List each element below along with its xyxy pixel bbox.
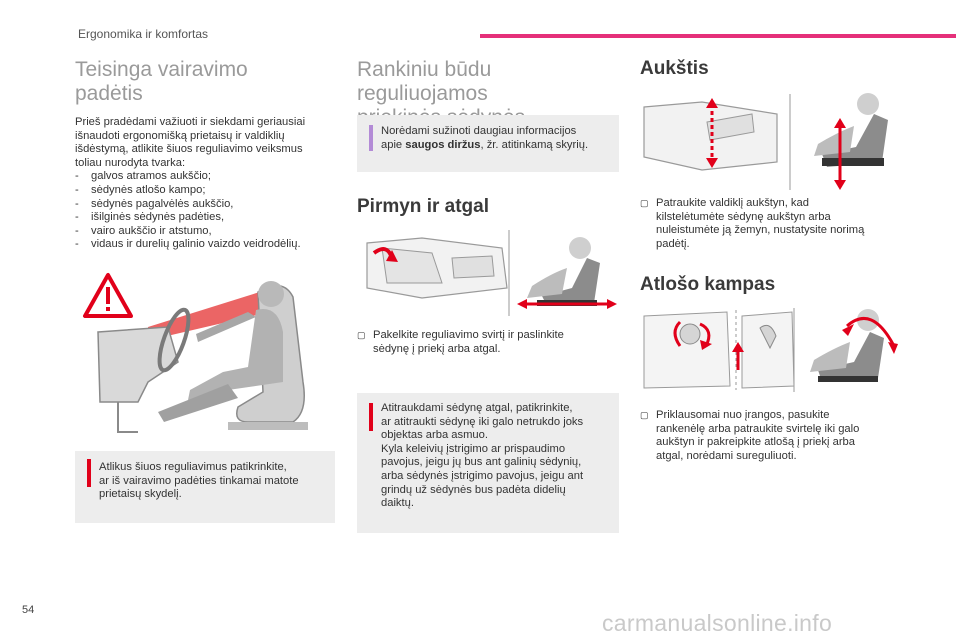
col3-backrest-instruction: [640, 409, 902, 463]
instruction-line: Pakelkite reguliavimo svirtį ir paslinkite: [373, 329, 564, 341]
warning-line: grindų už sėdynės bus padėta didelių: [381, 483, 566, 496]
page-number: 54: [22, 604, 35, 616]
header-accent-bar: [480, 34, 956, 38]
backrest-angle-illustration: [642, 306, 897, 394]
instruction-line: atgal, norėdami sureguliuoti.: [656, 449, 797, 462]
seat-height-illustration: [642, 92, 897, 192]
list-item: - išilginės sėdynės padėties,: [75, 211, 225, 224]
list-item: - sėdynės atlošo kampo;: [75, 183, 206, 196]
instruction-line: Patraukite valdiklį aukštyn, kad: [656, 197, 809, 209]
col2-info-box: [357, 115, 619, 172]
instruction-bullet-icon: ▢: [640, 198, 649, 208]
col2-instruction: [357, 329, 619, 356]
intro-line: išdėstymą, atlikite šiuos reguliavimo veiksmus: [75, 143, 303, 156]
section-height: Aukštis: [640, 58, 709, 79]
info-mark: [369, 125, 373, 151]
intro-line: toliau nurodyta tvarka:: [75, 156, 186, 169]
list-item: - galvos atramos aukščio;: [75, 170, 212, 183]
section-backrest-angle: Atlošo kampas: [640, 274, 776, 295]
instruction-bullet-icon: ▢: [640, 410, 649, 420]
info-line: Norėdami sužinoti daugiau informacijos: [381, 125, 577, 137]
instruction-line: padėtį.: [656, 237, 690, 250]
warning-line: objektas arba asmuo.: [381, 429, 488, 442]
col1-intro: [75, 116, 340, 252]
instruction-line: nuleistumėte ją žemyn, nustatysite norimą: [656, 224, 865, 237]
driving-position-illustration: [78, 272, 338, 442]
section-forward-backward: Pirmyn ir atgal: [357, 196, 489, 217]
warning-line: Kyla keleivių įstrigimo ar prispaudimo: [381, 442, 566, 455]
col2-title-line: Rankiniu būdu reguliuojamos: [357, 58, 492, 105]
col1-title: [75, 58, 345, 106]
warning-line: ar iš vairavimo padėties tinkamai matote: [99, 474, 299, 487]
list-item: - vairo aukščio ir atstumo,: [75, 224, 212, 237]
intro-line: išnaudoti ergonomišką prietaisų ir valdiklių: [75, 129, 285, 142]
warning-line: Atlikus šiuos reguliavimus patikrinkite,: [99, 461, 287, 473]
warning-mark: [87, 459, 91, 487]
list-item: - sėdynės pagalvėlės aukščio,: [75, 197, 234, 210]
instruction-line: sėdynę į priekį arba atgal.: [373, 342, 501, 355]
intro-line: Prieš pradėdami važiuoti ir siekdami geriausiai: [75, 116, 306, 128]
warning-line: pavojus, jeigu jų bus ant galinių sėdynių,: [381, 456, 582, 469]
instruction-bullet-icon: ▢: [357, 330, 366, 340]
warning-line: Atitraukdami sėdynę atgal, patikrinkite,: [381, 402, 573, 414]
col3-height-instruction: [640, 197, 902, 251]
warning-triangle-icon: [85, 275, 131, 316]
instruction-line: kilstelėtumėte sėdynę aukštyn arba: [656, 210, 831, 223]
seat-forward-backward-illustration: [362, 228, 617, 318]
header-section-title: Ergonomika ir komfortas: [78, 27, 209, 41]
info-line: apie saugos diržus, žr. atitinkamą skyrių.: [381, 138, 589, 151]
watermark: carmanualsonline.info: [602, 610, 833, 636]
col1-title-line: padėtis: [75, 82, 143, 105]
col1-warning-box: [75, 451, 335, 523]
list-item: - vidaus ir durelių galinio vaizdo veidrodėlių.: [75, 238, 301, 251]
warning-line: arba sėdynės įstrigimo pavojus, jeigu ant: [381, 469, 584, 482]
warning-mark: [369, 403, 373, 431]
warning-line: prietaisų skydelį.: [99, 488, 182, 501]
instruction-line: aukštyn ir pakreipkite atlošą į priekį arba: [656, 436, 855, 449]
warning-line: ar atitraukti sėdynę iki galo netrukdo joks: [381, 415, 584, 428]
instruction-line: rankenėlę arba patraukite svirtelę iki galo: [656, 422, 860, 435]
warning-line: daiktų.: [381, 497, 414, 510]
instruction-line: Priklausomai nuo įrangos, pasukite: [656, 409, 830, 421]
col1-title-line: Teisinga vairavimo: [75, 58, 248, 81]
col2-warning-box: [357, 393, 619, 533]
